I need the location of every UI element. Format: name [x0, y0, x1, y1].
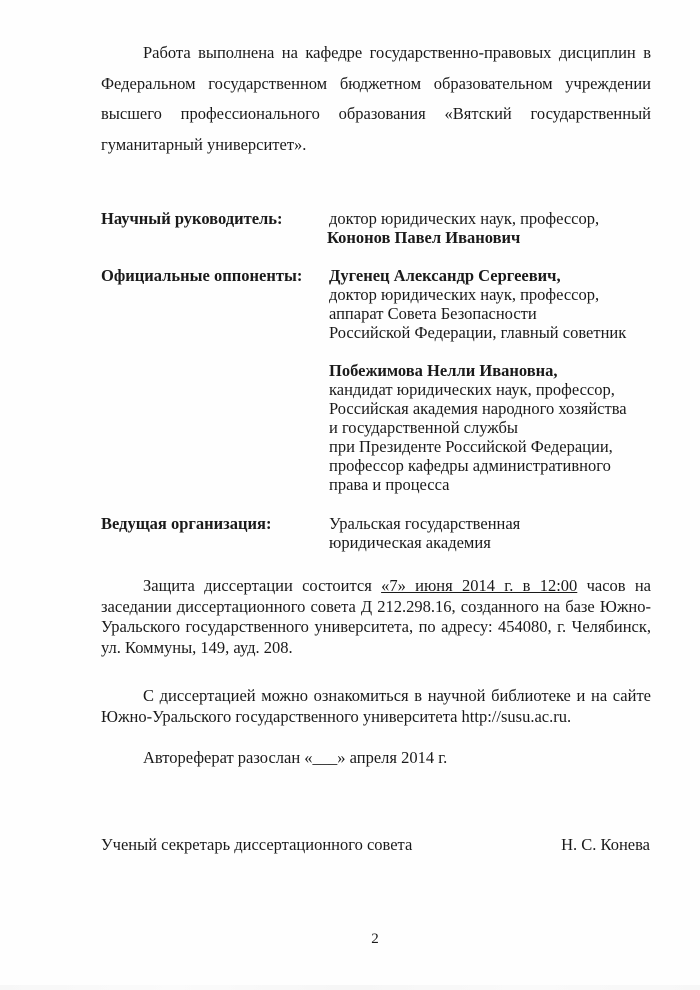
opponent-1 [329, 266, 669, 342]
opponent-detail: аппарат Совета Безопасности [329, 304, 537, 323]
supervisor-value [329, 209, 669, 247]
defense-suffix: часов на [577, 576, 651, 595]
opponent-name: Побежимова Нелли Ивановна, [329, 361, 558, 380]
opponent-detail: профессор кафедры административного [329, 456, 611, 475]
page-number: 2 [371, 931, 379, 947]
mailing-paragraph [101, 748, 651, 769]
defense-line: ул. Коммуны, 149, ауд. 208. [101, 637, 293, 657]
secretary-role: Ученый секретарь диссертационного совета [101, 835, 413, 854]
opponent-detail: Российской Федерации, главный советник [329, 323, 627, 342]
library-line: С диссертацией можно ознакомиться в научной библиотеке и на сайте [143, 686, 651, 705]
leading-org-value [329, 514, 669, 552]
mailing-line: Автореферат разослан «___» апреля 2014 г. [143, 748, 448, 767]
intro-paragraph [101, 38, 651, 160]
opponent-detail: и государственной службы [329, 418, 518, 437]
opponent-detail: права и процесса [329, 475, 450, 494]
library-line: Южно-Уральского государственного университета http://susu.ac.ru. [101, 706, 572, 726]
defense-line [101, 576, 651, 597]
leading-org-line: юридическая академия [329, 533, 491, 552]
secretary-name: Н. С. Конева [561, 835, 650, 854]
intro-line: высшего профессионального образования «Вятский государственный [101, 104, 651, 123]
opponent-detail: Российская академия народного хозяйства [329, 399, 627, 418]
defense-prefix: Защита диссертации состоится [143, 576, 382, 595]
opponent-detail: при Президенте Российской Федерации, [329, 437, 613, 456]
leading-org-label: Ведущая организация: [101, 514, 272, 533]
leading-org-line: Уральская государственная [329, 514, 521, 533]
supervisor-label: Научный руководитель: [101, 209, 283, 228]
opponent-detail: доктор юридических наук, профессор, [329, 285, 600, 304]
opponent-2 [329, 361, 669, 494]
opponent-detail: кандидат юридических наук, профессор, [329, 380, 615, 399]
supervisor-degree: доктор юридических наук, профессор, [329, 209, 600, 228]
library-paragraph [101, 686, 651, 727]
supervisor-name: Кононов Павел Иванович [327, 228, 521, 247]
opponent-name: Дугенец Александр Сергеевич, [329, 266, 561, 285]
opponents-label: Официальные оппоненты: [101, 266, 303, 285]
scan-artifact [0, 985, 700, 990]
intro-line: Федеральном государственном бюджетном образовательном учреждении [101, 73, 651, 93]
defense-date: «7» июня 2014 г. в 12:00 [381, 576, 578, 595]
defense-line: Уральского государственного университета, по адресу: 454080, г. Челябинск, [101, 617, 651, 636]
defense-paragraph [101, 576, 651, 658]
defense-line: заседании диссертационного совета Д 212.298.16, созданного на базе Южно- [101, 596, 651, 616]
intro-line: Работа выполнена на кафедре государственно-правовых дисциплин в [143, 43, 651, 62]
intro-line: гуманитарный университет». [101, 134, 307, 154]
